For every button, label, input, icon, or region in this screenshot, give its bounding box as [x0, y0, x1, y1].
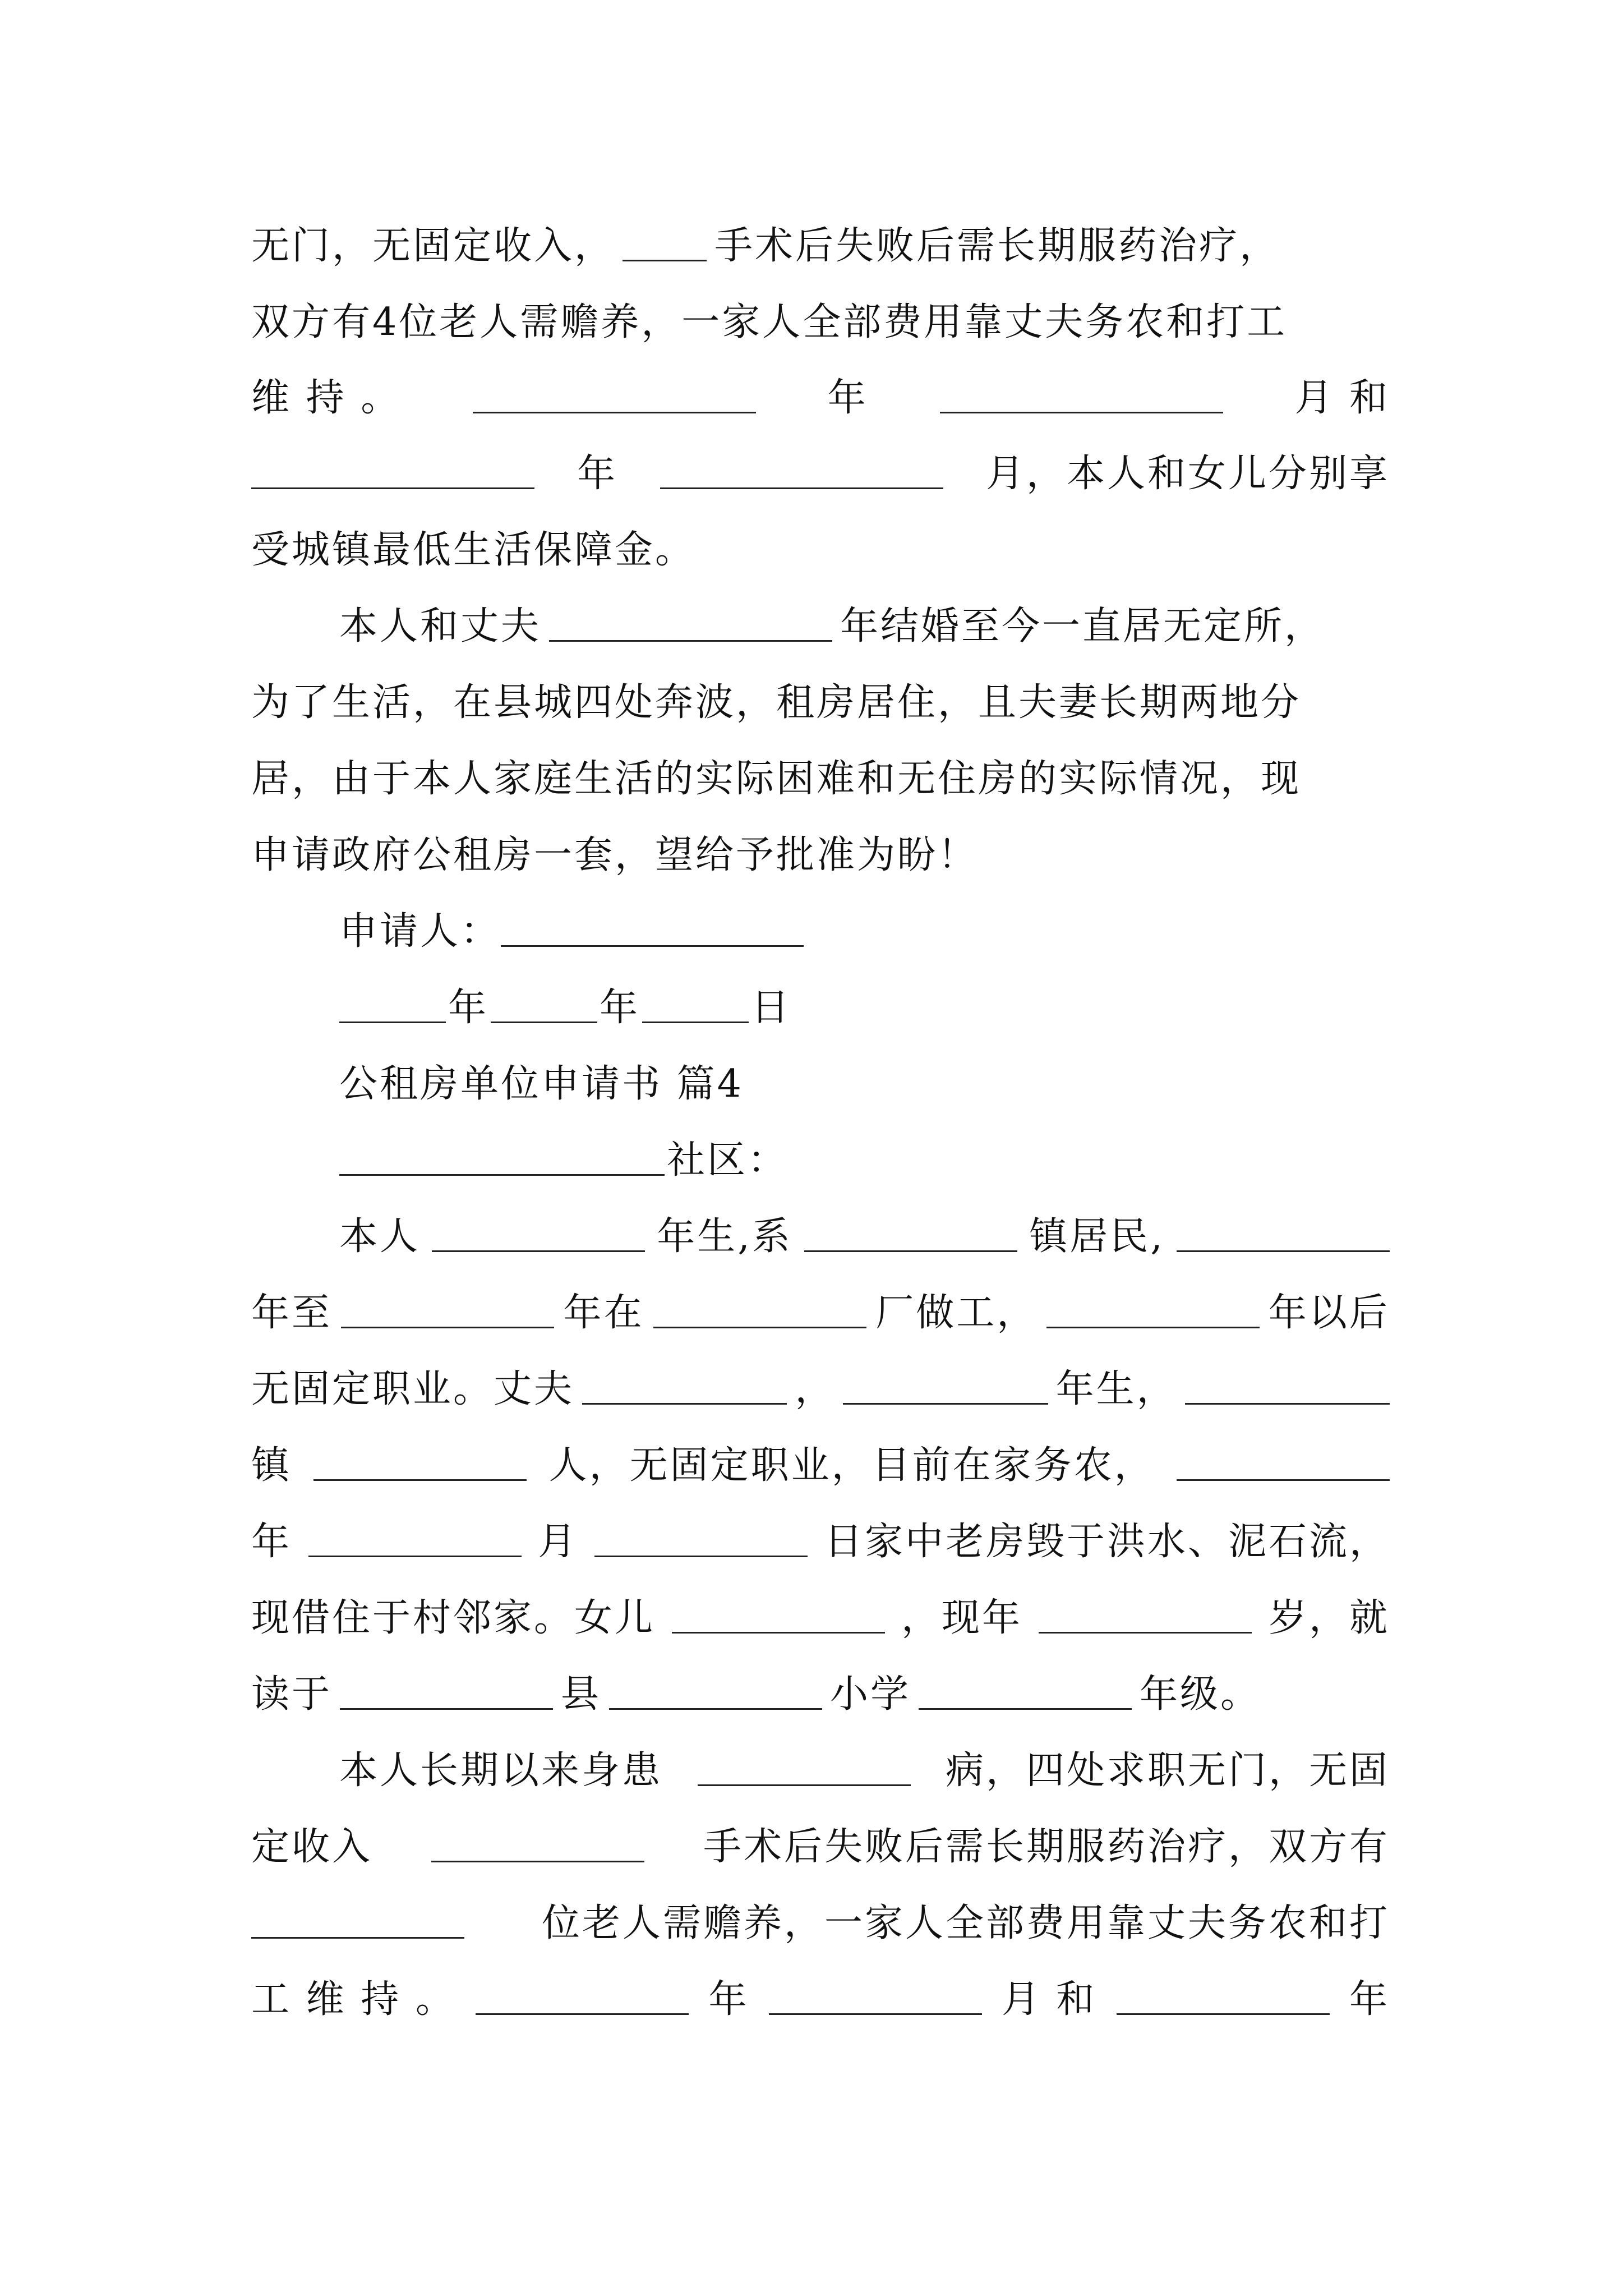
section-title: [339, 1053, 1390, 1115]
text-run: 维 持 。: [251, 376, 402, 420]
fill-blank: [769, 1978, 982, 2015]
text-line: [251, 1893, 1390, 1954]
applicant-label: 申请人：: [339, 909, 501, 954]
text-line: [251, 1282, 1390, 1344]
text-run: 读于: [251, 1672, 333, 1717]
text-run: 年以后: [1268, 1291, 1390, 1335]
text-run: 县: [561, 1672, 602, 1717]
text-run: 月: [537, 1520, 578, 1564]
text-line: [251, 672, 1390, 734]
fill-blank: [672, 1597, 885, 1634]
text-line: [251, 1435, 1390, 1497]
fill-blank: [642, 987, 749, 1023]
applicant-line: [339, 901, 1390, 963]
text-line: [339, 596, 1390, 657]
text-run: 镇: [251, 1443, 292, 1488]
text-run: 位老人需赡养，一家人全部费用靠丈夫务农和打: [541, 1901, 1390, 1945]
text-run: 本人: [339, 1214, 421, 1259]
fill-blank: [339, 987, 446, 1023]
text-run: 受城镇最低生活保障金。: [251, 528, 696, 572]
fill-blank: [653, 1292, 866, 1328]
addressee-text: 社区：: [667, 1138, 789, 1182]
fill-blank: [251, 453, 534, 489]
fill-blank: [1046, 1292, 1260, 1328]
fill-blank: [476, 1978, 689, 2015]
text-run: 人，无固定职业，目前在家务农，: [548, 1443, 1155, 1488]
fill-blank: [431, 1826, 644, 1862]
fill-blank: [698, 1750, 911, 1786]
text-run: 月 和: [1001, 1977, 1097, 2022]
text-run: 镇居民,: [1029, 1214, 1165, 1259]
text-run: 年: [827, 376, 868, 420]
fill-blank: [804, 1216, 1017, 1252]
text-run: 无门，无固定收入，: [251, 224, 615, 268]
fill-blank: [1177, 1444, 1390, 1481]
fill-blank: [341, 1292, 554, 1328]
text-run: 厂做工，: [875, 1291, 1038, 1335]
text-run: 手术后失败后需长期服药治疗，: [714, 224, 1280, 268]
text-run: 年级。: [1140, 1672, 1261, 1717]
text-run: 工 维 持 。: [251, 1977, 456, 2022]
text-line: [339, 1206, 1390, 1268]
text-run: 岁，就: [1268, 1596, 1390, 1640]
fill-blank: [313, 1444, 527, 1481]
text-run: 无固定职业。丈夫: [251, 1367, 575, 1411]
fill-blank: [582, 1368, 787, 1405]
text-run: 年: [1349, 1977, 1390, 2022]
text-line: [251, 215, 1390, 277]
text-line: [251, 748, 1390, 810]
fill-blank: [549, 605, 832, 642]
addressee-line: [339, 1130, 1390, 1191]
text-run: 手术后失败后需长期服药治疗，双方有: [703, 1825, 1390, 1869]
text-line: [251, 825, 1390, 886]
text-run: 年在: [563, 1291, 644, 1335]
fill-blank: [594, 1521, 808, 1557]
fill-blank: [1185, 1368, 1390, 1405]
text-line: [251, 1359, 1390, 1420]
text-run: 病，四处求职无门，无固: [945, 1749, 1390, 1793]
fill-blank: [308, 1521, 522, 1557]
fill-blank: [432, 1216, 645, 1252]
text-line: [251, 1588, 1390, 1649]
fill-blank: [1039, 1597, 1252, 1634]
text-run: 现借住于村邻家。女儿: [251, 1596, 656, 1640]
text-run: 日家中老房毁于洪水、泥石流，: [824, 1520, 1390, 1564]
text-run: ，现年: [901, 1596, 1022, 1640]
fill-blank: [340, 1673, 553, 1710]
fill-blank: [843, 1368, 1048, 1405]
text-run: 申请政府公租房一套，望给予批准为盼！: [251, 833, 979, 877]
text-run: 本人和丈夫: [339, 604, 542, 648]
text-run: 小学: [830, 1672, 911, 1717]
text-line: [251, 1511, 1390, 1573]
section-title-text: 公租房单位申请书 篇4: [339, 1062, 744, 1106]
fill-blank: [609, 1673, 822, 1710]
text-run: 年: [577, 452, 617, 496]
text-run: 年至: [251, 1291, 333, 1335]
text-line: [251, 443, 1390, 505]
fill-blank: [660, 453, 943, 489]
applicant-blank: [501, 910, 804, 947]
text-run: 年: [251, 1520, 292, 1564]
text-line: [251, 1816, 1390, 1878]
date-year-label: 年: [448, 986, 489, 1030]
fill-blank: [940, 377, 1223, 413]
fill-blank: [1117, 1978, 1330, 2015]
text-run: 为了生活，在县城四处奔波，租房居住，且夫妻长期两地分: [251, 680, 1302, 725]
fill-blank: [919, 1673, 1132, 1710]
text-line: [251, 519, 1390, 581]
date-line: [339, 977, 1390, 1039]
text-run: 月 和: [1294, 376, 1390, 420]
fill-blank: [1177, 1216, 1390, 1252]
fill-blank: [339, 1139, 665, 1176]
text-run: 定收入: [251, 1825, 373, 1869]
fill-blank: [491, 987, 597, 1023]
text-run: ，: [795, 1367, 836, 1411]
text-run: 月，本人和女儿分别享: [985, 452, 1390, 496]
text-line: [251, 1664, 1390, 1726]
text-line: [339, 1740, 1390, 1802]
fill-blank: [473, 377, 756, 413]
text-run: 本人长期以来身患: [339, 1749, 663, 1793]
text-line: [251, 292, 1390, 353]
text-line: [251, 367, 1390, 429]
date-day-label: 日: [751, 986, 792, 1030]
text-run: 年生，: [1055, 1367, 1177, 1411]
fill-blank: [251, 1902, 464, 1939]
text-run: 双方有4位老人需赡养，一家人全部费用靠丈夫务农和打工: [251, 300, 1288, 344]
date-month-label: 年: [600, 986, 640, 1030]
text-run: 居，由于本人家庭生活的实际困难和无住房的实际情况，现: [251, 757, 1302, 801]
fill-blank: [623, 225, 707, 261]
text-line: [251, 1969, 1390, 2031]
text-run: 年生,系: [657, 1214, 792, 1259]
text-run: 年结婚至今一直居无定所，: [840, 604, 1325, 648]
text-run: 年: [708, 1977, 749, 2022]
